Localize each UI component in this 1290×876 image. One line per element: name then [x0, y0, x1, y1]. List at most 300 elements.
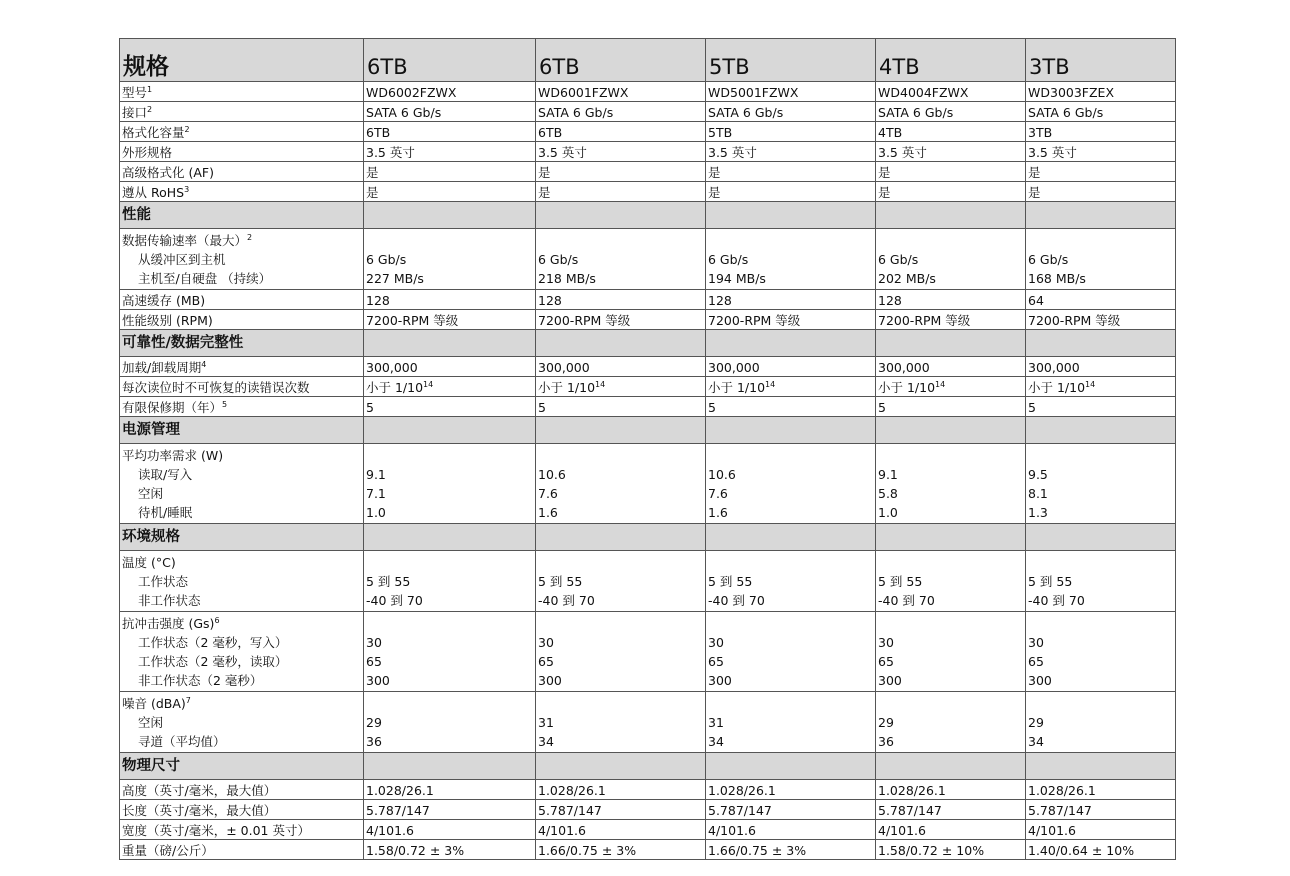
- group-sub-label: 工作状态: [138, 574, 189, 589]
- spec-table: [119, 38, 1176, 860]
- value-text: 6 Gb/s: [366, 252, 407, 267]
- value-text: 5: [708, 399, 716, 415]
- value-text: 36: [878, 734, 894, 749]
- group-value-cell: [706, 444, 876, 524]
- footnote-marker: 1: [147, 84, 153, 94]
- group-sub-label: 非工作状态（2 毫秒）: [138, 673, 263, 688]
- row-label: 每次读位时不可恢复的读错误次数: [122, 379, 310, 395]
- value-text: 3.5 英寸: [1028, 144, 1077, 160]
- group-value-cell: [706, 612, 876, 692]
- value-text: 1.40/0.64 ± 10%: [1028, 842, 1135, 858]
- spec-row: [120, 290, 1176, 310]
- value-cell: [1026, 840, 1176, 860]
- value-cell: [876, 357, 1026, 377]
- value-text: 3TB: [1028, 124, 1053, 140]
- value-text: 300,000: [878, 359, 930, 375]
- section-title: 可靠性/数据完整性: [120, 330, 364, 357]
- value-text: 6 Gb/s: [538, 252, 579, 267]
- footnote-marker: 14: [935, 379, 946, 389]
- value-text: WD6002FZWX: [366, 84, 457, 100]
- value-text: 4TB: [878, 124, 903, 140]
- group-value-cell: [876, 551, 1026, 612]
- value-cell: [706, 182, 876, 202]
- value-text: 29: [366, 715, 382, 730]
- group-value-cell: [364, 551, 536, 612]
- section-empty-cell: [1026, 417, 1176, 444]
- value-text: 9.1: [878, 467, 898, 482]
- spec-group-row: [120, 444, 1176, 524]
- value-text: 7.6: [538, 486, 558, 501]
- value-cell: [706, 162, 876, 182]
- section-empty-cell: [364, 202, 536, 229]
- value-text: 3.5 英寸: [708, 144, 757, 160]
- row-label: 接口: [122, 104, 148, 120]
- value-cell: [1026, 820, 1176, 840]
- footnote-marker: 7: [185, 696, 191, 705]
- value-cell: [876, 397, 1026, 417]
- footnote-marker: 14: [765, 379, 776, 389]
- group-value-cell: [706, 692, 876, 753]
- value-text: 34: [1028, 734, 1044, 749]
- value-text: 6TB: [366, 124, 391, 140]
- value-text: 34: [538, 734, 554, 749]
- value-text: 65: [538, 654, 554, 669]
- value-text: 10.6: [708, 467, 736, 482]
- value-text: 8.1: [1028, 486, 1048, 501]
- value-text: 1.6: [708, 505, 728, 520]
- row-label: 有限保修期（年）: [122, 399, 223, 415]
- value-text: 31: [708, 715, 724, 730]
- row-label-cell: [120, 397, 364, 417]
- value-cell: [706, 840, 876, 860]
- group-value-cell: [1026, 229, 1176, 290]
- value-text: 128: [708, 292, 732, 308]
- value-text: 30: [878, 635, 894, 650]
- value-cell: [706, 122, 876, 142]
- value-text: 小于 1/10: [878, 379, 936, 395]
- value-text: 9.1: [366, 467, 386, 482]
- value-text: 7200-RPM 等级: [538, 312, 631, 328]
- value-text: -40 到 70: [708, 593, 765, 608]
- row-label-cell: [120, 162, 364, 182]
- section-empty-cell: [876, 417, 1026, 444]
- value-cell: [536, 162, 706, 182]
- row-label-cell: [120, 840, 364, 860]
- value-cell: [1026, 357, 1176, 377]
- group-title-line: [122, 614, 361, 633]
- value-cell: [1026, 142, 1176, 162]
- row-label: 遵从 RoHS: [122, 184, 185, 200]
- group-sub-label: 读取/写入: [138, 467, 193, 482]
- group-sub-label: 寻道（平均值）: [138, 734, 226, 749]
- section-empty-cell: [1026, 524, 1176, 551]
- value-cell: [364, 820, 536, 840]
- section-empty-cell: [706, 753, 876, 780]
- row-label-cell: [120, 182, 364, 202]
- section-empty-cell: [536, 330, 706, 357]
- value-text: 1.0: [878, 505, 898, 520]
- group-title-line: [122, 231, 361, 250]
- value-text: 30: [1028, 635, 1044, 650]
- group-title: 数据传输速率（最大）: [122, 233, 248, 248]
- value-cell: [536, 800, 706, 820]
- spec-group-row: [120, 692, 1176, 753]
- group-title: 噪音 (dBA): [122, 696, 186, 711]
- footnote-marker: 14: [595, 379, 606, 389]
- row-label-cell: [120, 82, 364, 102]
- value-text: WD4004FZWX: [878, 84, 969, 100]
- section-empty-cell: [364, 330, 536, 357]
- footnote-marker: 2: [184, 124, 190, 134]
- value-text: 5TB: [708, 124, 733, 140]
- value-text: 300: [878, 673, 902, 688]
- value-text: 5: [538, 399, 546, 415]
- spec-row: [120, 840, 1176, 860]
- value-cell: [876, 122, 1026, 142]
- section-header-row: [120, 202, 1176, 229]
- value-text: 10.6: [538, 467, 566, 482]
- group-sub-label: 从缓冲区到主机: [138, 252, 226, 267]
- value-cell: [536, 82, 706, 102]
- value-text: 7.6: [708, 486, 728, 501]
- spec-row: [120, 397, 1176, 417]
- section-title: 性能: [120, 202, 364, 229]
- row-label-cell: [120, 122, 364, 142]
- value-text: 5 到 55: [538, 574, 583, 589]
- value-text: 1.028/26.1: [366, 782, 434, 798]
- section-header-row: [120, 330, 1176, 357]
- footnote-marker: 14: [423, 379, 434, 389]
- value-cell: [876, 310, 1026, 330]
- value-cell: [536, 820, 706, 840]
- group-value-cell: [1026, 444, 1176, 524]
- value-text: 小于 1/10: [538, 379, 596, 395]
- value-cell: [364, 142, 536, 162]
- value-text: 是: [366, 184, 379, 200]
- value-text: 300,000: [538, 359, 590, 375]
- row-label-cell: [120, 357, 364, 377]
- value-cell: [536, 357, 706, 377]
- header-row: [120, 39, 1176, 82]
- value-cell: [876, 780, 1026, 800]
- value-text: 1.3: [1028, 505, 1048, 520]
- value-text: 31: [538, 715, 554, 730]
- value-cell: [1026, 290, 1176, 310]
- value-cell: [876, 800, 1026, 820]
- value-text: 5.787/147: [1028, 802, 1092, 818]
- value-text: 34: [708, 734, 724, 749]
- value-cell: [364, 397, 536, 417]
- value-cell: [1026, 122, 1176, 142]
- value-text: 是: [1028, 184, 1041, 200]
- value-cell: [536, 840, 706, 860]
- group-value-cell: [1026, 551, 1176, 612]
- value-text: 65: [366, 654, 382, 669]
- value-cell: [536, 310, 706, 330]
- value-cell: [706, 82, 876, 102]
- value-cell: [706, 357, 876, 377]
- row-label: 重量（磅/公斤）: [122, 842, 214, 858]
- section-empty-cell: [1026, 202, 1176, 229]
- row-label: 高度（英寸/毫米，最大值）: [122, 782, 277, 798]
- spec-row: [120, 780, 1176, 800]
- section-empty-cell: [364, 753, 536, 780]
- section-empty-cell: [1026, 330, 1176, 357]
- group-value-cell: [536, 612, 706, 692]
- value-cell: [1026, 82, 1176, 102]
- value-text: 168 MB/s: [1028, 271, 1086, 286]
- section-header-row: [120, 524, 1176, 551]
- value-text: 218 MB/s: [538, 271, 596, 286]
- row-label-cell: [120, 780, 364, 800]
- section-empty-cell: [536, 753, 706, 780]
- value-text: 6TB: [538, 124, 563, 140]
- spec-row: [120, 377, 1176, 397]
- value-cell: [364, 182, 536, 202]
- value-text: 30: [366, 635, 382, 650]
- section-empty-cell: [876, 524, 1026, 551]
- value-text: 1.028/26.1: [1028, 782, 1096, 798]
- spec-row: [120, 82, 1176, 102]
- spec-group-row: [120, 612, 1176, 692]
- spec-row: [120, 310, 1176, 330]
- value-text: 1.58/0.72 ± 3%: [366, 842, 465, 858]
- value-cell: [364, 800, 536, 820]
- value-cell: [364, 82, 536, 102]
- value-text: 是: [1028, 164, 1041, 180]
- value-cell: [536, 780, 706, 800]
- value-cell: [706, 377, 876, 397]
- group-value-cell: [364, 444, 536, 524]
- section-header-row: [120, 753, 1176, 780]
- value-cell: [706, 780, 876, 800]
- group-sub-label: 工作状态（2 毫秒，写入）: [138, 635, 288, 650]
- group-title-line: [122, 446, 361, 465]
- value-cell: [536, 377, 706, 397]
- group-value-cell: [364, 692, 536, 753]
- value-text: SATA 6 Gb/s: [366, 104, 442, 120]
- row-label-cell: [120, 800, 364, 820]
- spec-row: [120, 102, 1176, 122]
- value-cell: [1026, 102, 1176, 122]
- value-cell: [876, 162, 1026, 182]
- value-text: 4/101.6: [878, 822, 926, 838]
- value-text: 5: [366, 399, 374, 415]
- value-text: 30: [538, 635, 554, 650]
- value-text: 是: [708, 164, 721, 180]
- spec-row: [120, 182, 1176, 202]
- value-cell: [364, 780, 536, 800]
- value-text: 1.028/26.1: [708, 782, 776, 798]
- group-sub-label: 待机/睡眠: [138, 505, 193, 520]
- value-text: 4/101.6: [366, 822, 414, 838]
- group-sub-label: 主机至/自硬盘 （持续）: [138, 271, 272, 286]
- value-text: 29: [878, 715, 894, 730]
- value-text: 3.5 英寸: [878, 144, 927, 160]
- footnote-marker: 5: [222, 399, 228, 409]
- section-empty-cell: [536, 417, 706, 444]
- footnote-marker: 14: [1085, 379, 1096, 389]
- row-label: 高速缓存 (MB): [122, 292, 206, 308]
- group-title-line: [122, 553, 361, 572]
- footnote-marker: 6: [214, 616, 220, 625]
- value-cell: [706, 102, 876, 122]
- value-cell: [364, 122, 536, 142]
- value-text: 5.8: [878, 486, 898, 501]
- spec-row: [120, 142, 1176, 162]
- value-cell: [876, 377, 1026, 397]
- spec-row: [120, 820, 1176, 840]
- value-text: 5 到 55: [708, 574, 753, 589]
- spec-row: [120, 122, 1176, 142]
- group-value-cell: [876, 612, 1026, 692]
- value-cell: [1026, 780, 1176, 800]
- section-empty-cell: [364, 524, 536, 551]
- row-label-cell: [120, 290, 364, 310]
- value-text: 300,000: [708, 359, 760, 375]
- value-cell: [536, 397, 706, 417]
- footnote-marker: 2: [247, 233, 253, 242]
- value-text: 1.028/26.1: [878, 782, 946, 798]
- value-text: 4/101.6: [1028, 822, 1076, 838]
- value-cell: [364, 102, 536, 122]
- value-text: 1.028/26.1: [538, 782, 606, 798]
- value-text: 5.787/147: [538, 802, 602, 818]
- section-title: 物理尺寸: [120, 753, 364, 780]
- value-text: 5.787/147: [708, 802, 772, 818]
- value-cell: [1026, 397, 1176, 417]
- value-text: 小于 1/10: [1028, 379, 1086, 395]
- section-empty-cell: [706, 330, 876, 357]
- value-text: 6 Gb/s: [708, 252, 749, 267]
- row-label: 性能级别 (RPM): [122, 312, 213, 328]
- section-empty-cell: [536, 202, 706, 229]
- value-cell: [876, 142, 1026, 162]
- value-text: 5 到 55: [878, 574, 923, 589]
- value-text: SATA 6 Gb/s: [1028, 104, 1104, 120]
- group-title: 温度 (°C): [122, 555, 176, 570]
- value-cell: [536, 142, 706, 162]
- section-empty-cell: [706, 524, 876, 551]
- value-cell: [536, 122, 706, 142]
- group-sub-label: 非工作状态: [138, 593, 201, 608]
- value-text: 7200-RPM 等级: [1028, 312, 1121, 328]
- row-label-cell: [120, 102, 364, 122]
- group-value-cell: [1026, 612, 1176, 692]
- row-label-cell: [120, 820, 364, 840]
- value-text: 7200-RPM 等级: [878, 312, 971, 328]
- row-label: 高级格式化 (AF): [122, 164, 214, 180]
- value-text: 300,000: [366, 359, 418, 375]
- footnote-marker: 3: [184, 184, 190, 194]
- value-cell: [706, 290, 876, 310]
- value-cell: [1026, 800, 1176, 820]
- value-text: 1.66/0.75 ± 3%: [708, 842, 807, 858]
- value-cell: [706, 142, 876, 162]
- value-cell: [706, 397, 876, 417]
- group-value-cell: [876, 229, 1026, 290]
- value-cell: [364, 290, 536, 310]
- value-cell: [876, 840, 1026, 860]
- row-label: 宽度（英寸/毫米，± 0.01 英寸）: [122, 822, 310, 838]
- section-empty-cell: [876, 753, 1026, 780]
- spec-group-row: [120, 229, 1176, 290]
- value-cell: [364, 162, 536, 182]
- header-capacity: 6TB: [364, 39, 536, 82]
- value-text: -40 到 70: [878, 593, 935, 608]
- value-text: 是: [708, 184, 721, 200]
- value-text: 7200-RPM 等级: [366, 312, 459, 328]
- value-text: 6 Gb/s: [878, 252, 919, 267]
- group-value-cell: [536, 551, 706, 612]
- value-text: 300: [538, 673, 562, 688]
- value-cell: [706, 800, 876, 820]
- value-text: 65: [1028, 654, 1044, 669]
- value-text: 29: [1028, 715, 1044, 730]
- value-text: 30: [708, 635, 724, 650]
- value-text: 65: [708, 654, 724, 669]
- value-text: 1.58/0.72 ± 10%: [878, 842, 985, 858]
- footnote-marker: 4: [201, 359, 207, 369]
- value-cell: [536, 102, 706, 122]
- value-text: 300,000: [1028, 359, 1080, 375]
- row-label: 加载/卸载周期: [122, 359, 202, 375]
- value-text: 202 MB/s: [878, 271, 936, 286]
- group-value-cell: [706, 551, 876, 612]
- value-cell: [876, 820, 1026, 840]
- value-text: 5: [1028, 399, 1036, 415]
- header-capacity: 3TB: [1026, 39, 1176, 82]
- group-value-cell: [1026, 692, 1176, 753]
- group-label-cell: [120, 444, 364, 524]
- value-text: 227 MB/s: [366, 271, 424, 286]
- value-text: 128: [366, 292, 390, 308]
- group-label-cell: [120, 692, 364, 753]
- value-text: 3.5 英寸: [538, 144, 587, 160]
- value-text: 5 到 55: [366, 574, 411, 589]
- value-text: 小于 1/10: [366, 379, 424, 395]
- group-value-cell: [536, 444, 706, 524]
- group-value-cell: [876, 692, 1026, 753]
- group-value-cell: [536, 229, 706, 290]
- section-empty-cell: [1026, 753, 1176, 780]
- value-text: WD5001FZWX: [708, 84, 799, 100]
- value-text: -40 到 70: [1028, 593, 1085, 608]
- group-value-cell: [876, 444, 1026, 524]
- group-sub-label: 空闲: [138, 486, 164, 501]
- value-text: 1.6: [538, 505, 558, 520]
- value-text: 5: [878, 399, 886, 415]
- value-text: WD6001FZWX: [538, 84, 629, 100]
- section-empty-cell: [706, 417, 876, 444]
- group-title: 抗冲击强度 (Gs): [122, 616, 215, 631]
- value-cell: [706, 310, 876, 330]
- value-cell: [876, 182, 1026, 202]
- spec-group-row: [120, 551, 1176, 612]
- section-title: 电源管理: [120, 417, 364, 444]
- value-text: 3.5 英寸: [366, 144, 415, 160]
- value-cell: [536, 290, 706, 310]
- value-text: 5 到 55: [1028, 574, 1073, 589]
- group-value-cell: [706, 229, 876, 290]
- section-empty-cell: [364, 417, 536, 444]
- group-sub-label: 空闲: [138, 715, 164, 730]
- value-text: 194 MB/s: [708, 271, 766, 286]
- header-capacity: 4TB: [876, 39, 1026, 82]
- value-cell: [876, 102, 1026, 122]
- value-text: 4/101.6: [708, 822, 756, 838]
- value-cell: [876, 82, 1026, 102]
